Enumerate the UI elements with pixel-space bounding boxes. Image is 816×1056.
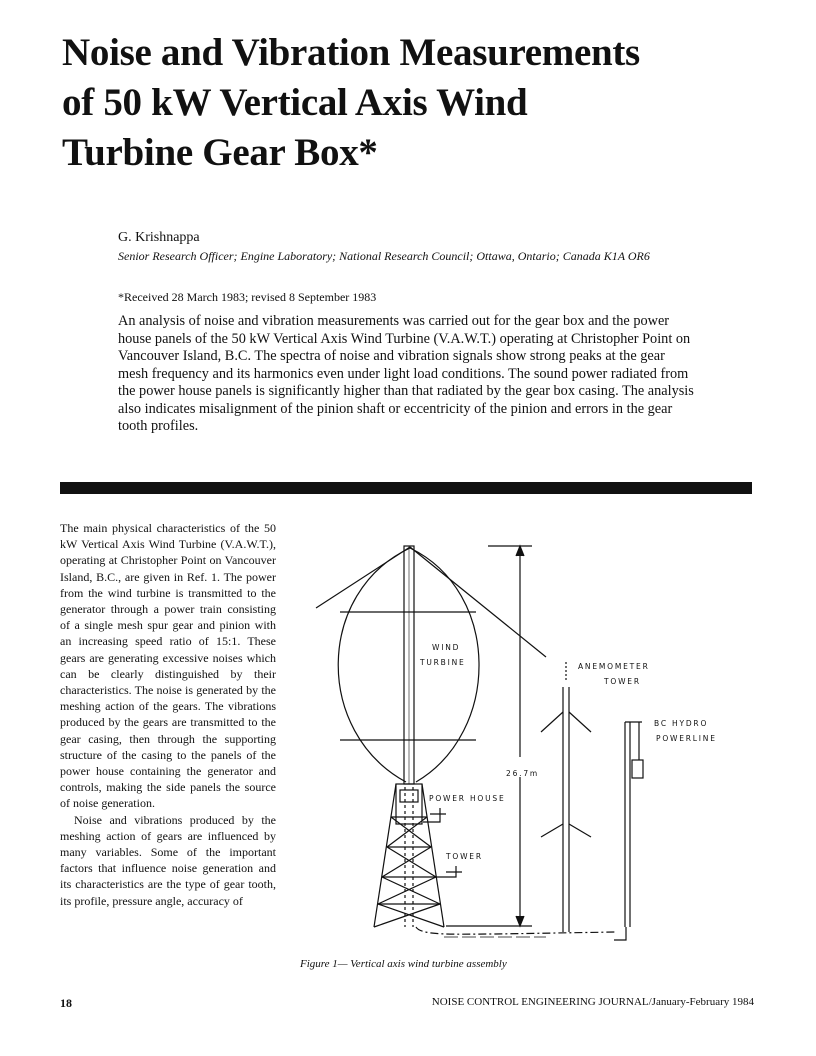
lattice-tower <box>374 784 444 927</box>
label-height: 26.7m <box>506 769 540 778</box>
section-divider <box>60 482 752 494</box>
turbine-figure <box>296 532 756 952</box>
label-power-house: POWER HOUSE <box>429 794 506 803</box>
body-column <box>60 520 276 909</box>
author-affiliation: Senior Research Officer; Engine Laboratory; National Research Council; Ottawa, Ontario; Canada K1A OR6 <box>118 249 650 263</box>
figure-caption: Figure 1— Vertical axis wind turbine assembly <box>300 958 507 970</box>
body-paragraph: The main physical characteristics of the 50 kW Vertical Axis Wind Turbine (V.A.W.T.), operating at Christopher Point on Vancouver Island, B.C., are given in Ref. 1. The power from the wind turbine is transmitted to the generator through a power train consisting of a single mesh spur gear and pinion with an increasing speed ratio of 15:1. These gears are generating excessive noises which can be clearly distinguished by their characteristics. The noise is generated by the meshing action of the gears. The vibrations produced by the gears are transmitted to the gear casing, then through the supporting structure of the casing to the panels of the power house containing the generator and controls, making the side panels the source of noise generation. <box>60 521 276 811</box>
author-name: G. Krishnappa <box>118 230 200 245</box>
label-wind: WIND <box>432 643 461 652</box>
journal-footer: NOISE CONTROL ENGINEERING JOURNAL/January-February 1984 <box>431 996 754 1008</box>
received-date: *Received 28 March 1983; revised 8 September 1983 <box>118 290 377 304</box>
label-tower: TOWER <box>446 852 483 861</box>
body-paragraph: Noise and vibrations produced by the meshing action of gears are influenced by many variables. Some of the important factors that influence noise generation and its characteristics are the type of gear tooth, its profile, pressure angle, accuracy of <box>60 812 276 908</box>
label-turbine: TURBINE <box>420 658 466 667</box>
page-number: 18 <box>60 996 72 1010</box>
tower-leader <box>436 866 462 877</box>
powerline-pole <box>614 722 643 940</box>
title-line: Turbine Gear Box* <box>62 131 378 174</box>
label-bc-hydro: BC HYDRO <box>654 719 709 728</box>
height-dimension <box>446 546 532 926</box>
label-powerline: POWERLINE <box>656 734 717 743</box>
title-line: Noise and Vibration Measurements <box>62 31 640 74</box>
article-title <box>62 28 762 178</box>
guy-wire <box>410 547 546 657</box>
title-line: of 50 kW Vertical Axis Wind <box>62 81 528 124</box>
abstract: An analysis of noise and vibration measurements was carried out for the gear box and the power house panels of the 50 kW Vertical Axis Wind Turbine (V.A.W.T.) operating at Christopher Point on Vancouver Island, B.C. The spectra of noise and vibration signals show strong peaks at the gear mesh frequency and its harmonics even under light load conditions. The sound power radiated from the power house panels is significantly higher than that radiated by the gear box casing. The analysis also indicates misalignment of the pinion shaft or eccentricity of the pinion and errors in the gear tooth profiles. <box>118 313 694 434</box>
label-anemometer-tower: TOWER <box>604 677 641 686</box>
rotor-blade <box>338 548 410 782</box>
turbine-diagram <box>296 532 756 952</box>
anemometer-tower <box>541 662 591 932</box>
label-anemometer: ANEMOMETER <box>578 662 650 671</box>
ground-cable <box>416 927 616 934</box>
